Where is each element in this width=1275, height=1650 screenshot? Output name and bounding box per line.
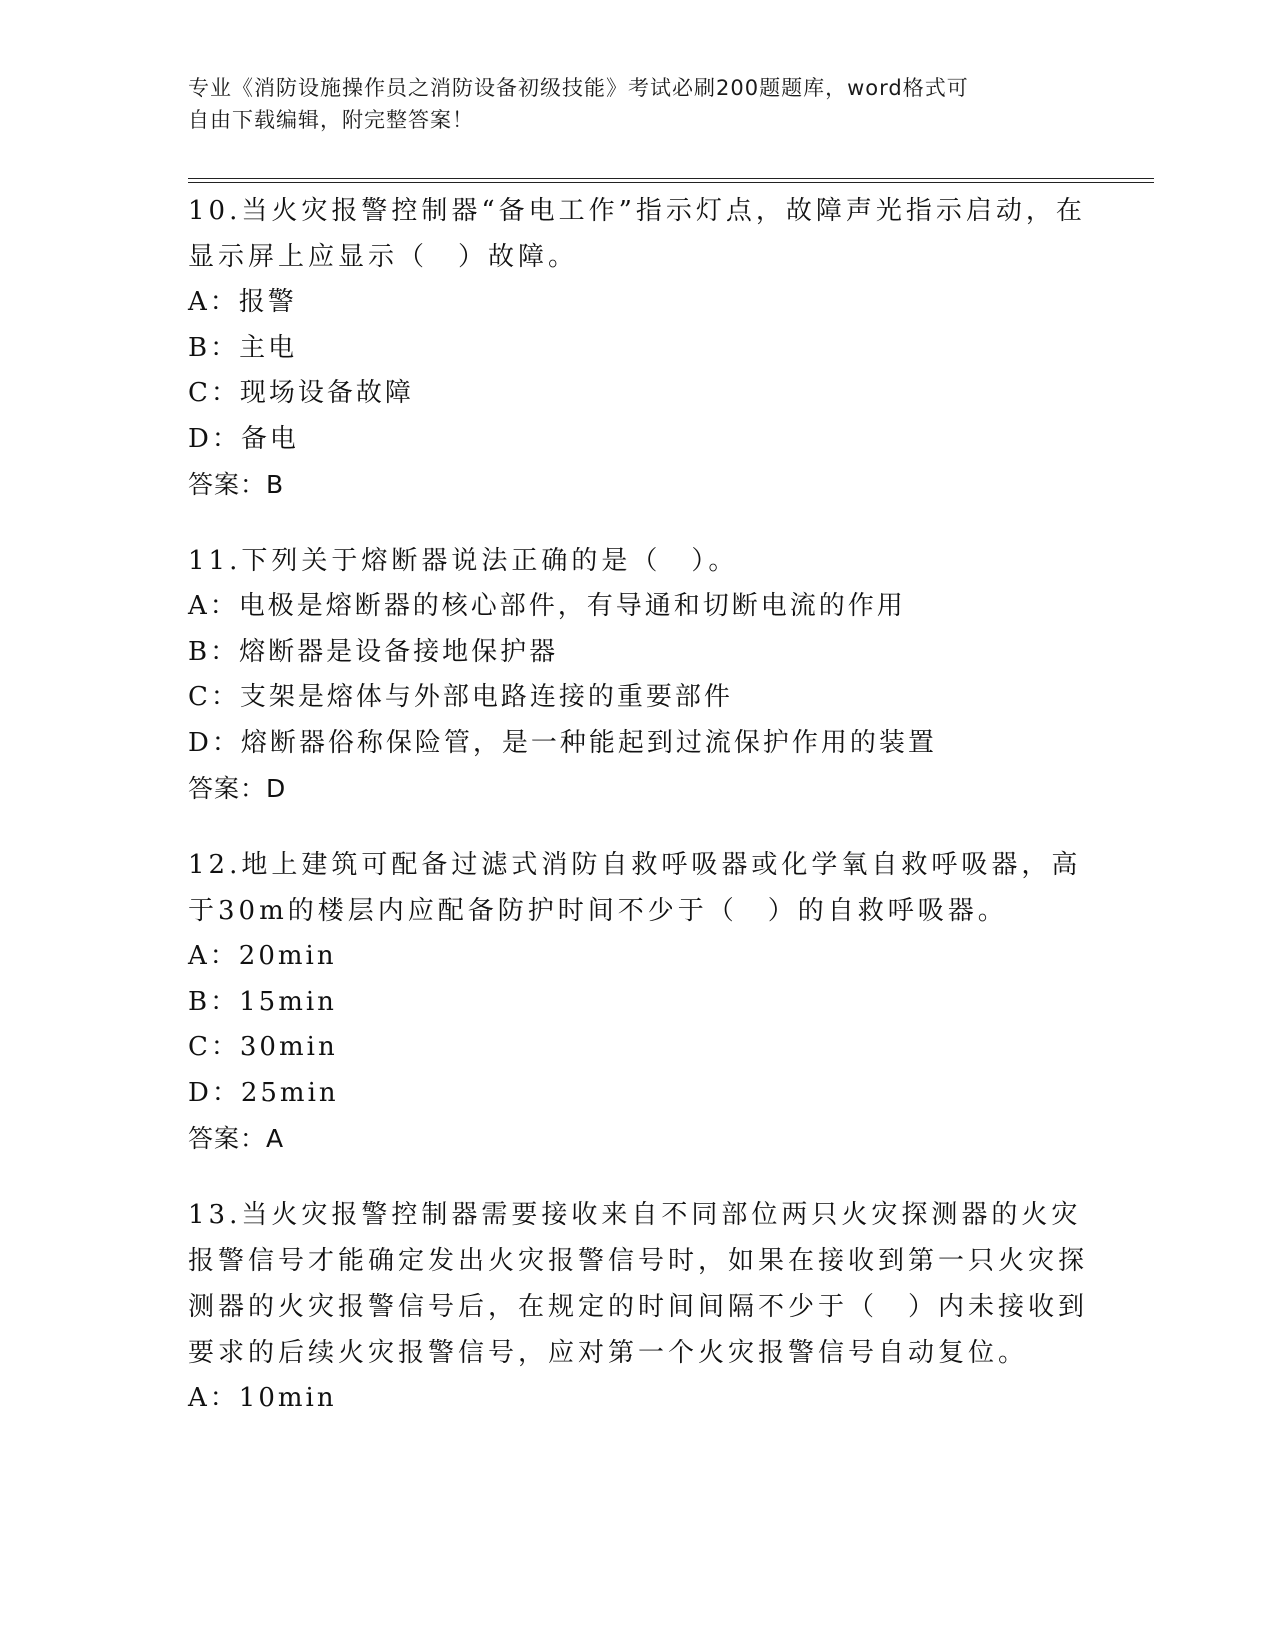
option-d: D：25min	[188, 1077, 339, 1108]
header-intro-line-1: 专业《消防设施操作员之消防设备初级技能》考试必刷200题题库，word格式可	[188, 76, 969, 100]
question-stem: 12.地上建筑可配备过滤式消防自救呼吸器或化学氧自救呼吸器，高于30m的楼层内应配备防护时间不少于（ ）的自救呼吸器。	[188, 850, 1082, 926]
question-10	[188, 188, 1088, 508]
question-11	[188, 538, 1088, 812]
option-b: B：15min	[188, 986, 337, 1017]
answer-label: 答案：A	[188, 1124, 285, 1153]
option-a: A：10min	[188, 1383, 337, 1413]
question-13	[188, 1192, 1088, 1422]
header-double-rule	[188, 178, 1154, 184]
header-intro-line-2: 自由下载编辑，附完整答案！	[188, 108, 474, 132]
option-d: D：熔断器俗称保险管，是一种能起到过流保护作用的装置	[188, 727, 937, 758]
option-a: A：电极是熔断器的核心部件，有导通和切断电流的作用	[188, 591, 906, 621]
option-d: D：备电	[188, 423, 299, 454]
option-c: C：30min	[188, 1032, 338, 1062]
question-stem: 10.当火灾报警控制器“备电工作”指示灯点，故障声光指示启动，在显示屏上应显示（ ）故障。	[188, 196, 1086, 272]
option-c: C：支架是熔体与外部电路连接的重要部件	[188, 682, 733, 712]
answer-label: 答案：B	[188, 470, 285, 499]
header-rule-line-bottom	[188, 182, 1154, 183]
header-rule-line-top	[188, 178, 1154, 179]
question-stem: 11.下列关于熔断器说法正确的是（ ）。	[188, 546, 739, 576]
option-b: B：熔断器是设备接地保护器	[188, 636, 559, 667]
option-b: B：主电	[188, 332, 298, 363]
option-a: A：20min	[188, 941, 337, 971]
question-12	[188, 842, 1088, 1162]
question-list	[188, 188, 1088, 1452]
answer-label: 答案：D	[188, 774, 287, 803]
option-c: C：现场设备故障	[188, 378, 414, 408]
option-a: A：报警	[188, 287, 297, 317]
question-stem: 13.当火灾报警控制器需要接收来自不同部位两只火灾探测器的火灾报警信号才能确定发出火灾报警信号时，如果在接收到第一只火灾探测器的火灾报警信号后，在规定的时间间隔不少于（ ）内未接收到要求的后续火灾报警信号，应对第一个火灾报警信号自动复位。	[188, 1200, 1089, 1368]
document-header	[188, 72, 1068, 136]
